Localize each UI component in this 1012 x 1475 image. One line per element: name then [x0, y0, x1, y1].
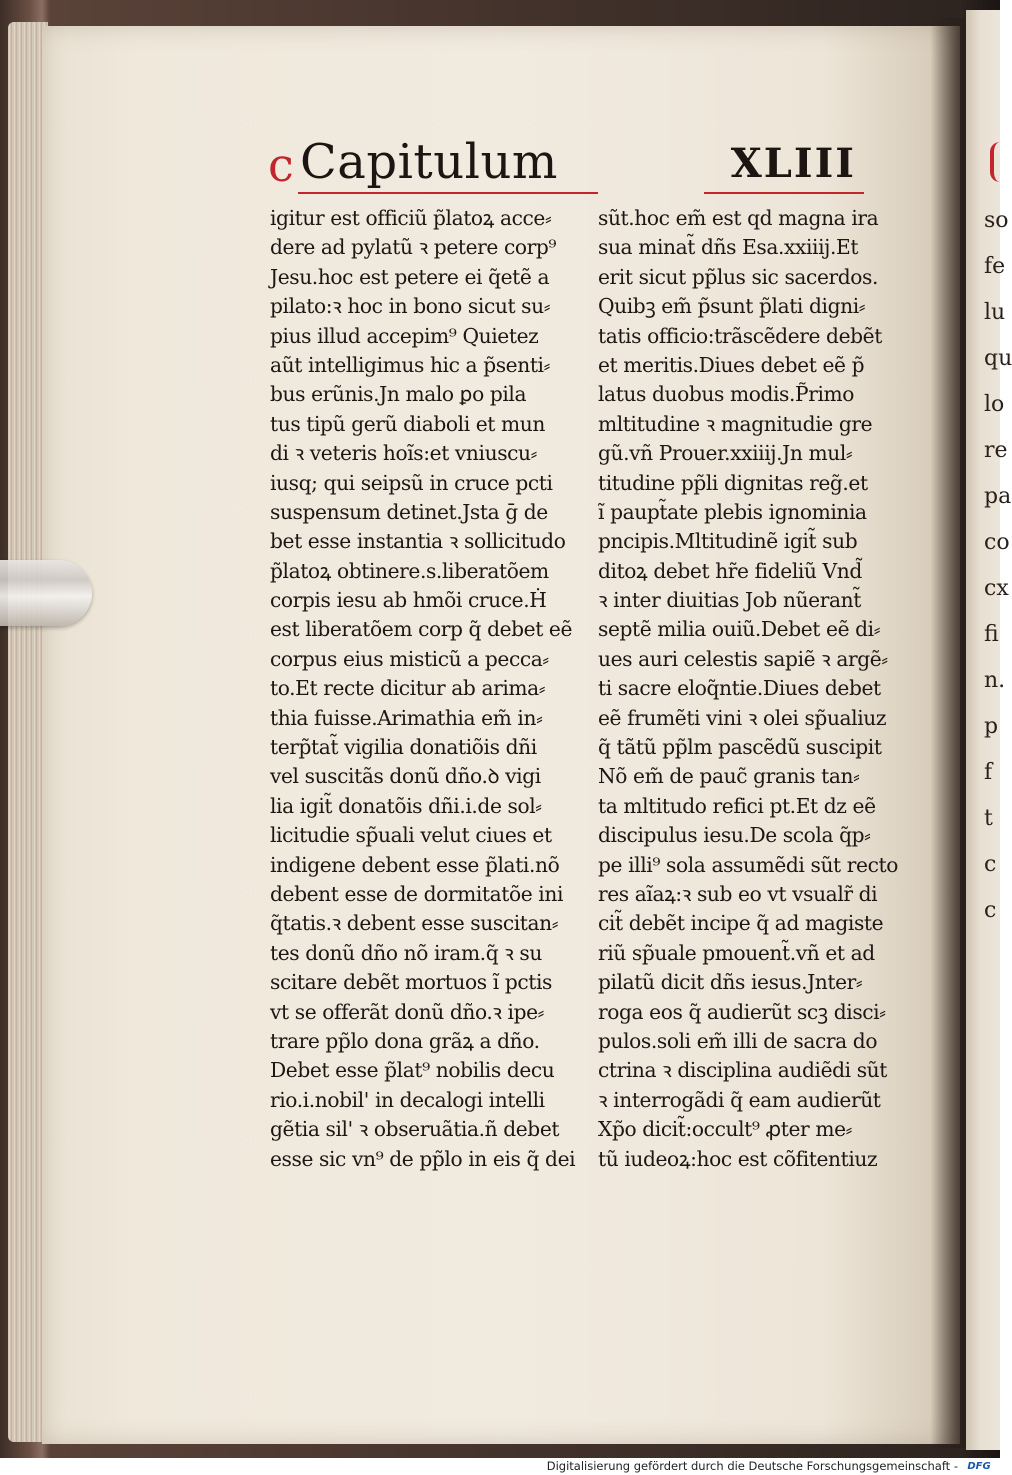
number-underline: [704, 192, 864, 194]
text-line: ta mltitudo refici pt.Et dz eẽ: [598, 793, 876, 818]
text-line: est liberatõem corp q̃ debet eẽ: [270, 617, 573, 642]
facing-page-fragment: cx: [984, 576, 1009, 601]
facing-page-fragment: qu: [984, 346, 1012, 371]
text-line: suspensum detinet.Jsta ḡ de: [270, 499, 548, 524]
text-line: tus tipũ gerũ diaboli et mun: [270, 411, 545, 436]
facing-page-fragment: so: [984, 208, 1009, 233]
text-line: iusq; qui seipsũ in cruce pcti: [270, 470, 553, 495]
text-line: p̃latoꝝ obtinere.s.liberatõem: [270, 558, 549, 583]
facing-page-fragment: fe: [984, 254, 1006, 279]
text-line: discipulus iesu.De scola q̃p⸗: [598, 823, 871, 848]
text-line: aũt intelligimus hic a p̃senti⸗: [270, 352, 550, 377]
facing-page-edge: [966, 10, 1012, 1450]
text-line: corpus eius misticũ a pecca⸗: [270, 646, 549, 671]
text-line: vel suscitãs donũ dño.ꝺ vigi: [270, 764, 541, 789]
text-line: latus duobus modis.P̃rimo: [598, 382, 855, 407]
text-line: licitudie sp̃uali velut ciues et: [270, 823, 552, 848]
text-line: riũ sp̃uale pmouent̃.vñ et ad: [598, 940, 875, 965]
chapter-heading: [268, 134, 868, 196]
digitization-credit: Digitalisierung gefördert durch die Deutsche Forschungsgemeinschaft -: [546, 1459, 958, 1473]
left-text-column: [270, 204, 590, 1174]
facing-page-fragment: n.: [984, 668, 1006, 693]
text-line: gẽtia sil' ꝛ obseruãtia.ñ debet: [270, 1117, 560, 1142]
text-line: igitur est officiũ p̃latoꝝ acce⸗: [270, 206, 552, 230]
facing-page-fragment: fi: [984, 622, 999, 647]
text-line: scitare debẽt mortuos ĩ pctis: [270, 970, 552, 995]
text-line: terp̃tat̃ vigilia donatiõis dñi: [270, 735, 537, 760]
text-line: et meritis.Diues debet eẽ p̃: [598, 352, 865, 377]
facing-page-fragment: pa: [984, 484, 1012, 509]
text-line: to.Et recte dicitur ab arima⸗: [270, 676, 546, 701]
text-line: indigene debent esse p̃lati.nõ: [270, 852, 560, 877]
text-line: tatis officio:trãscẽdere debẽt: [598, 323, 882, 348]
text-line: thia fuisse.Arimathia em̃ in⸗: [270, 705, 543, 730]
text-line: pius illud accepim⁹ Quietez: [270, 323, 539, 348]
text-line: corpis iesu ab hmõi cruce.Ḣ: [270, 588, 547, 613]
rubric-initial: c: [268, 138, 294, 192]
text-line: vt se offerãt donũ dño.ꝛ ipe⸗: [270, 999, 544, 1024]
title-underline: [298, 192, 598, 194]
text-line: gũ.vñ Prouer.xxiiij.Jn mul⸗: [598, 441, 853, 466]
page-clip: [0, 560, 92, 626]
text-line: ꝛ interrogãdi q̃ eam audierũt: [598, 1087, 881, 1112]
facing-page-fragment: t: [984, 806, 993, 831]
text-line: pilatũ dicit dñs iesus.Jnter⸗: [598, 970, 863, 995]
facing-page-fragment: co: [984, 530, 1010, 555]
text-line: rio.i.nobil' in decalogi intelli: [270, 1087, 545, 1112]
text-line: tũ iudeoꝝ:hoc est cõfitentiuz: [598, 1146, 878, 1171]
text-line: ues auri celestis sapiẽ ꝛ argẽ⸗: [598, 646, 888, 671]
text-line: di ꝛ veteris hoĩs:et vniuscu⸗: [270, 441, 537, 466]
text-line: roga eos q̃ audierũt scꝫ disci⸗: [598, 999, 886, 1024]
text-line: erit sicut pp̃lus sic sacerdos.: [598, 264, 879, 289]
text-line: mltitudine ꝛ magnitudie gre: [598, 411, 873, 436]
facing-page-fragment: p: [984, 714, 999, 739]
text-line: trare pp̃lo dona grãꝝ a dño.: [270, 1028, 540, 1053]
text-line: pe illi⁹ sola assumẽdi sũt recto: [598, 852, 898, 877]
text-line: sua minat̃ dñs Esa.xxiiij.Et: [598, 235, 859, 260]
text-line: Nõ em̃ de pauc̃ granis tan⸗: [598, 764, 860, 789]
text-line: titudine pp̃li dignitas reg̃.et: [598, 470, 868, 495]
text-line: Quibꝫ em̃ p̃sunt p̃lati digni⸗: [598, 294, 866, 319]
facing-page-fragment: lu: [984, 300, 1006, 325]
text-line: tes donũ dño nõ iram.q̃ ꝛ su: [270, 940, 542, 965]
text-line: esse sic vn⁹ de pp̃lo in eis q̃ dei: [270, 1146, 576, 1171]
text-line: pncipis.Mltitudinẽ igit̃ sub: [598, 529, 858, 554]
text-line: septẽ milia ouiũ.Debet eẽ di⸗: [598, 617, 881, 642]
text-line: ti sacre eloq̃ntie.Diues debet: [598, 676, 881, 701]
facing-page-fragment: c: [984, 898, 997, 923]
text-line: sũt.hoc em̃ est qd magna ira: [598, 206, 879, 230]
text-line: ditoꝝ debet hr̃e fideliũ Vnd̃: [598, 558, 862, 583]
text-line: Debet esse p̃lat⁹ nobilis decu: [270, 1058, 555, 1083]
facing-page-fragment: re: [984, 438, 1008, 463]
facing-rubric-mark: [990, 142, 1006, 182]
text-line: ctrina ꝛ disciplina audiẽdi sũt: [598, 1058, 887, 1083]
text-line: eẽ frumẽti vini ꝛ olei sp̃ualiuz: [598, 705, 887, 730]
chapter-title: Capitulum: [300, 134, 558, 190]
chapter-number: XLIII: [730, 140, 856, 187]
text-line: ꝛ inter diuitias Job nũerant̃: [598, 588, 861, 613]
text-line: res aĩaꝝ:ꝛ sub eo vt vsualr̃ di: [598, 881, 878, 906]
facing-page-fragment: c: [984, 852, 997, 877]
facing-page-fragment: f: [984, 760, 993, 785]
text-line: bus erũnis.Jn malo ꝑo pila: [270, 382, 527, 407]
text-line: lia igit̃ donatõis dñi.i.de sol⸗: [270, 793, 542, 818]
text-line: pilato:ꝛ hoc in bono sicut su⸗: [270, 294, 551, 319]
text-line: q̃ tãtũ pp̃lm pascẽdũ suscipit: [598, 735, 882, 760]
text-line: Jesu.hoc est petere ei q̃etẽ a: [270, 264, 550, 289]
text-line: ĩ paupt̃ate plebis ignominia: [598, 499, 867, 524]
text-line: debent esse de dormitatõe ini: [270, 881, 564, 906]
text-line: q̃tatis.ꝛ debent esse suscitan⸗: [270, 911, 559, 936]
text-line: dere ad pylatũ ꝛ petere corp⁹: [270, 235, 557, 260]
text-line: cit̃ debẽt incipe q̃ ad magiste: [598, 911, 884, 936]
text-line: bet esse instantia ꝛ sollicitudo: [270, 529, 566, 554]
facing-page-fragment: lo: [984, 392, 1005, 417]
text-line: pulos.soli em̃ illi de sacra do: [598, 1028, 878, 1053]
right-text-column: [598, 204, 918, 1174]
dfg-logo: DFG: [967, 1461, 991, 1472]
spine-shadow: [930, 18, 970, 1448]
text-line: Xp̃o dicit̃:occult⁹ ꝓter me⸗: [598, 1117, 852, 1142]
